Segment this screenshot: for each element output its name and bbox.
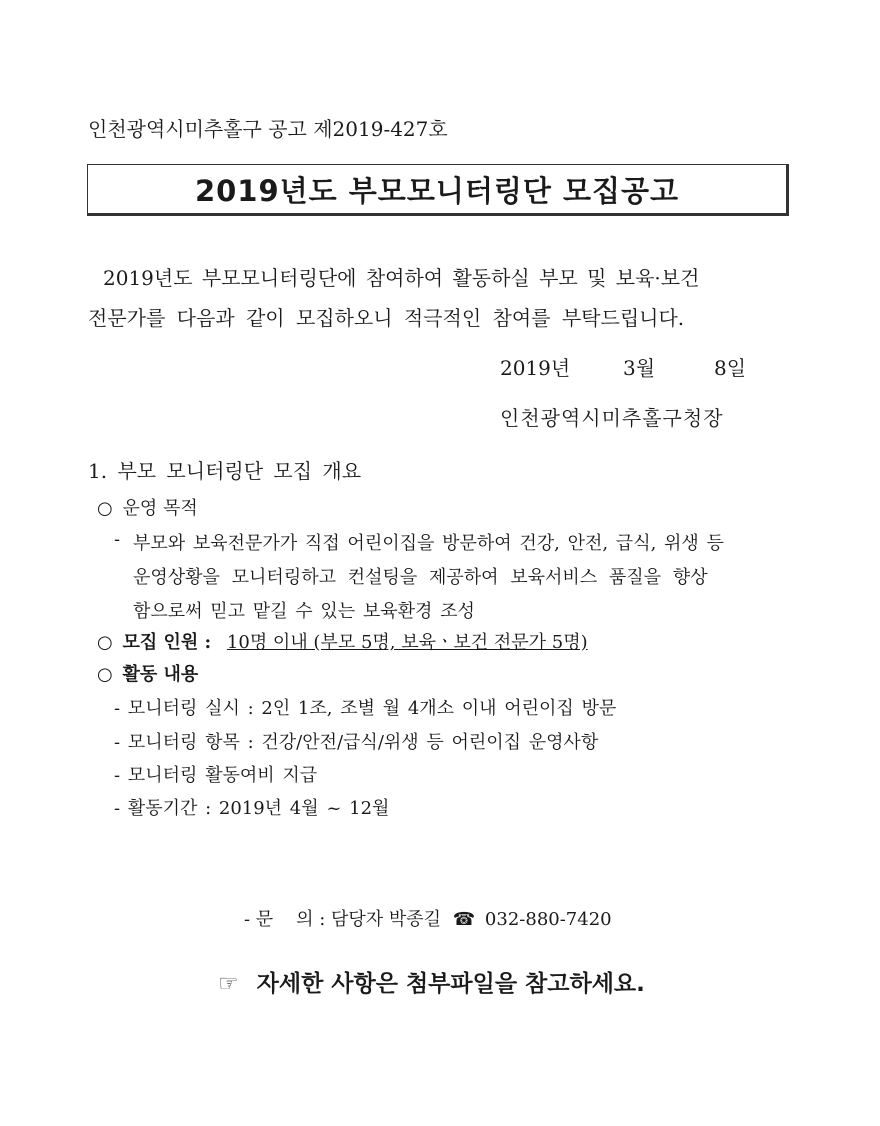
activity-label: 활동 내용	[122, 664, 199, 685]
recruit-value: 10명 이내 (부모 5명, 보육ㆍ보건 전문가 5명)	[226, 632, 588, 653]
purpose-bullet: ○	[97, 498, 113, 519]
notice-number: 인천광역시미추홀구 공고 제2019-427호	[88, 117, 448, 141]
date-month: 3월	[623, 356, 656, 380]
contact-phone: 032-880-7420	[484, 909, 612, 930]
contact-row	[244, 905, 612, 931]
closing-text: 자세한 사항은 첨부파일을 참고하세요.	[256, 971, 645, 997]
issuer: 인천광역시미추홀구청장	[500, 406, 724, 430]
activity-heading	[97, 660, 198, 686]
intro-line-2: 전문가를 다음과 같이 모집하오니 적극적인 참여를 부탁드립니다.	[88, 306, 685, 330]
purpose-line-3: 함으로써 믿고 맡길 수 있는 보육환경 조성	[133, 601, 475, 622]
activity-bullet: ○	[97, 664, 113, 685]
title-box	[87, 164, 789, 216]
page-title: 2019년도 부모모니터링단 모집공고	[194, 173, 680, 208]
date-year: 2019년	[500, 356, 571, 380]
closing-row	[218, 965, 645, 998]
recruit-label: 모집 인원 :	[122, 632, 212, 653]
purpose-label: 운영 목적	[122, 498, 198, 519]
activity-item-1: - 모니터링 실시 : 2인 1조, 조별 월 4개소 이내 어린이집 방문	[114, 698, 617, 719]
recruit-bullet: ○	[97, 632, 113, 653]
activity-item-3: - 모니터링 활동여비 지급	[114, 765, 318, 786]
purpose-line-1: 부모와 보육전문가가 직접 어린이집을 방문하여 건강, 안전, 급식, 위생 등	[133, 533, 724, 554]
purpose-heading	[97, 494, 198, 520]
activity-item-2: - 모니터링 항목 : 건강/안전/급식/위생 등 어린이집 운영사항	[114, 732, 599, 753]
pointing-hand-icon: ☞	[218, 971, 239, 997]
purpose-line-2: 운영상황을 모니터링하고 컨설팅을 제공하여 보육서비스 품질을 향상	[133, 567, 708, 588]
intro-line-1: 2019년도 부모모니터링단에 참여하여 활동하실 부모 및 보육·보건	[103, 266, 700, 290]
phone-icon: ☎	[452, 909, 476, 930]
section-heading: 1. 부모 모니터링단 모집 개요	[88, 459, 362, 483]
activity-item-4: - 활동기간 : 2019년 4월 ~ 12월	[114, 798, 390, 819]
recruit-row	[97, 628, 588, 654]
purpose-dash: -	[114, 529, 121, 550]
date-day: 8일	[714, 356, 747, 380]
contact-prefix: - 문 의 : 담당자 박종길	[244, 909, 442, 930]
